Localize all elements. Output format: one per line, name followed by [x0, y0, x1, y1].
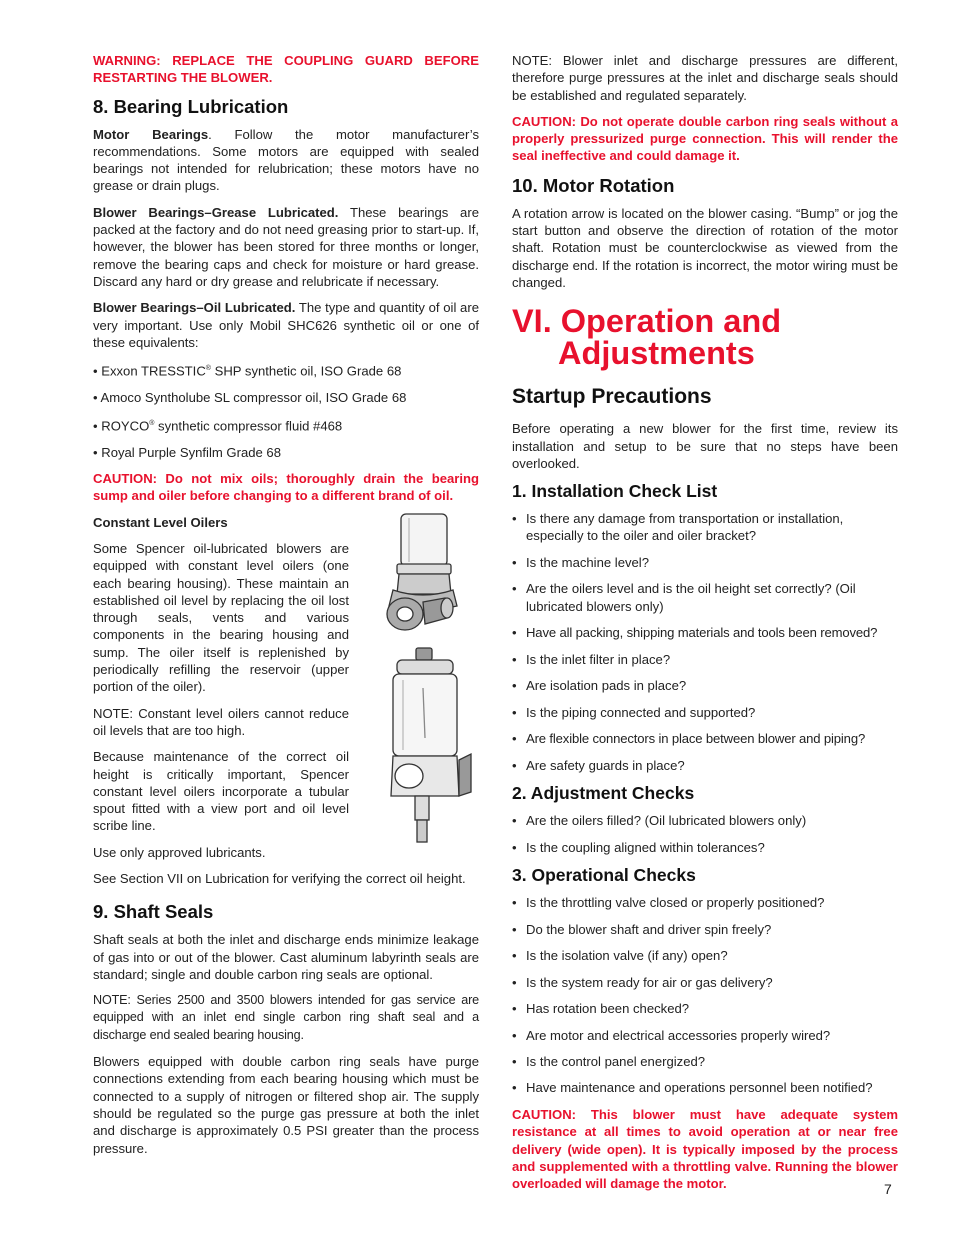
caution-mix-oils: CAUTION: Do not mix oils; thoroughly drain the bearing sump and oiler before changing to a different brand of oil.	[93, 471, 479, 504]
shaft-seals-heading: 9. Shaft Seals	[93, 901, 214, 923]
adjustment-checks-list	[512, 812, 898, 856]
oil-equivalent-item: • Amoco Syntholube SL compressor oil, ISO Grade 68	[93, 389, 407, 405]
adjustment-checks-heading: 2. Adjustment Checks	[512, 783, 695, 804]
grease-bearings-paragraph	[93, 204, 479, 290]
list-item: • Is the coupling aligned within tolerances?	[512, 839, 898, 856]
motor-bearings-paragraph	[93, 126, 479, 195]
list-item: • Is the system ready for air or gas delivery?	[512, 974, 898, 991]
motor-bearings-label: Motor Bearings	[93, 126, 209, 142]
list-item: • Are flexible connectors in place between blower and piping?	[512, 730, 898, 747]
list-item: • Do the blower shaft and driver spin freely?	[512, 921, 898, 938]
shaft-seals-paragraph: Shaft seals at both the inlet and discharge ends minimize leakage of gas into or out of the blower. Cast aluminum labyrinth seals are standard; single and double carbon ring seals are optional.	[93, 932, 479, 982]
list-item: • Is the throttling valve closed or properly positioned?	[512, 894, 898, 911]
section-title: VI. Operation and Adjustments	[512, 303, 782, 372]
list-item: • Are safety guards in place?	[512, 757, 898, 774]
warning-coupling-guard: WARNING: REPLACE THE COUPLING GUARD BEFORE RESTARTING THE BLOWER.	[93, 53, 479, 86]
list-item: • Is the piping connected and supported?	[512, 704, 898, 721]
list-item: • Have all packing, shipping materials and tools been removed?	[512, 624, 898, 641]
approved-lubricants: Use only approved lubricants.	[93, 844, 266, 860]
constant-level-oiler-illustration	[379, 506, 483, 846]
list-item: • Is the isolation valve (if any) open?	[512, 947, 898, 964]
caution-carbon-ring: CAUTION: Do not operate double carbon ring seals without a properly pressurized purge connection. This will render the seal ineffective and could damage it.	[512, 113, 898, 164]
installation-checklist	[512, 510, 898, 774]
bearing-lubrication-heading: 8. Bearing Lubrication	[93, 95, 289, 117]
purge-pressure-note: NOTE: Blower inlet and discharge pressures are different, therefore purge pressures at the inlet and discharge seals should be established and regulated separately.	[512, 53, 898, 103]
list-item: • Are motor and electrical accessories properly wired?	[512, 1027, 898, 1044]
list-item: • Is there any damage from transportation or installation, especially to the oiler and oiler bracket?	[512, 510, 898, 545]
list-item: • Have maintenance and operations personnel been notified?	[512, 1079, 898, 1096]
constant-oilers-note: NOTE: Constant level oilers cannot reduce oil levels that are too high.	[93, 705, 349, 738]
oil-bearings-label: Blower Bearings–Oil Lubricated.	[93, 300, 296, 316]
startup-precautions-paragraph: Before operating a new blower for the first time, review its installation and setup to be sure that no steps have been overlooked.	[512, 421, 898, 471]
shaft-seals-purge-paragraph: Blowers equipped with double carbon ring seals have purge connections extending from each bearing housing which must be connected to a supply of nitrogen or filtered shop air. The supply should be regulated so the purge gas pressure at both the inlet and discharge is approximately 0.5 PSI greater than the process pressure.	[93, 1054, 479, 1156]
motor-bearings-text: . Follow the motor manufacturer’s recommendations. Some motors are equipped with sealed bearings not intended for relubrication; these motors have no grease or drain plugs.	[93, 126, 480, 194]
list-item: • Is the machine level?	[512, 554, 898, 571]
motor-rotation-paragraph: A rotation arrow is located on the blower casing. “Bump” or jog the start button and observe the direction of rotation of the motor shaft. Rotation must be counterclockwise as viewed from the discharge end. If the rotation is incorrect, the motor wiring must be changed.	[512, 205, 898, 290]
motor-rotation-heading: 10. Motor Rotation	[512, 174, 675, 196]
see-section-vii: See Section VII on Lubrication for verifying the correct oil height.	[93, 871, 466, 886]
installation-checklist-heading: 1. Installation Check List	[512, 481, 718, 502]
oil-equivalent-item: • Royal Purple Synfilm Grade 68	[93, 444, 281, 460]
oil-bearings-text: The type and quantity of oil are very important. Use only Mobil SHC626 synthetic oil or one of these equivalents:	[93, 300, 479, 350]
oil-bearings-paragraph	[93, 299, 479, 351]
operational-checks-heading: 3. Operational Checks	[512, 865, 696, 886]
list-item: • Has rotation been checked?	[512, 1000, 898, 1017]
constant-oilers-paragraph: Some Spencer oil-lubricated blowers are equipped with constant level oilers (one each bearing housing). These maintain an established oil level by replacing the oil lost through seals, vents and various components in the bearing housing and sump. The oiler itself is replenished by periodically refilling the reservoir (upper portion of the oiler).	[93, 540, 349, 695]
startup-precautions-heading: Startup Precautions	[512, 385, 712, 409]
oil-equivalent-item: • Exxon TRESSTIC® SHP synthetic oil, ISO Grade 68	[93, 363, 402, 379]
oil-equivalent-item: • ROYCO® synthetic compressor fluid #468	[93, 418, 343, 434]
caution-system-resistance: CAUTION: This blower must have adequate system resistance at all times to avoid operation at or near free delivery (wide open). It is typically imposed by the process and supplemented with a throttling valve. Running the blower overloaded will damage the motor.	[512, 1106, 898, 1192]
list-item: • Is the inlet filter in place?	[512, 651, 898, 668]
list-item: • Are the oilers level and is the oil height set correctly? (Oil lubricated blowers only)	[512, 580, 898, 615]
list-item: • Are isolation pads in place?	[512, 677, 898, 694]
shaft-seals-note: NOTE: Series 2500 and 3500 blowers intended for gas service are equipped with an inlet end single carbon ring shaft seal and a discharge end sealed bearing housing.	[93, 993, 479, 1042]
list-item: • Is the control panel energized?	[512, 1053, 898, 1070]
constant-oilers-paragraph-2: Because maintenance of the correct oil height is critically important, Spencer constant level oilers incorporate a tubular spout fitted with a view port and oil level scribe line.	[93, 749, 349, 834]
constant-level-oilers-heading: Constant Level Oilers	[93, 514, 228, 530]
list-item: • Are the oilers filled? (Oil lubricated blowers only)	[512, 812, 898, 829]
grease-bearings-label: Blower Bearings–Grease Lubricated.	[93, 204, 339, 220]
right-column	[512, 52, 898, 1201]
page-number: 7	[884, 1181, 892, 1197]
grease-bearings-text: These bearings are packed at the factory and do not need greasing prior to start-up. If, however, the blower has been stored for three months or longer, remove the bearing caps and check for moisture or hard grease. Discard any hard or dry grease and relubricate if necessary.	[93, 204, 479, 289]
left-column	[93, 52, 479, 1166]
constant-level-oilers-block	[93, 514, 479, 835]
operational-checks-list	[512, 894, 898, 1097]
